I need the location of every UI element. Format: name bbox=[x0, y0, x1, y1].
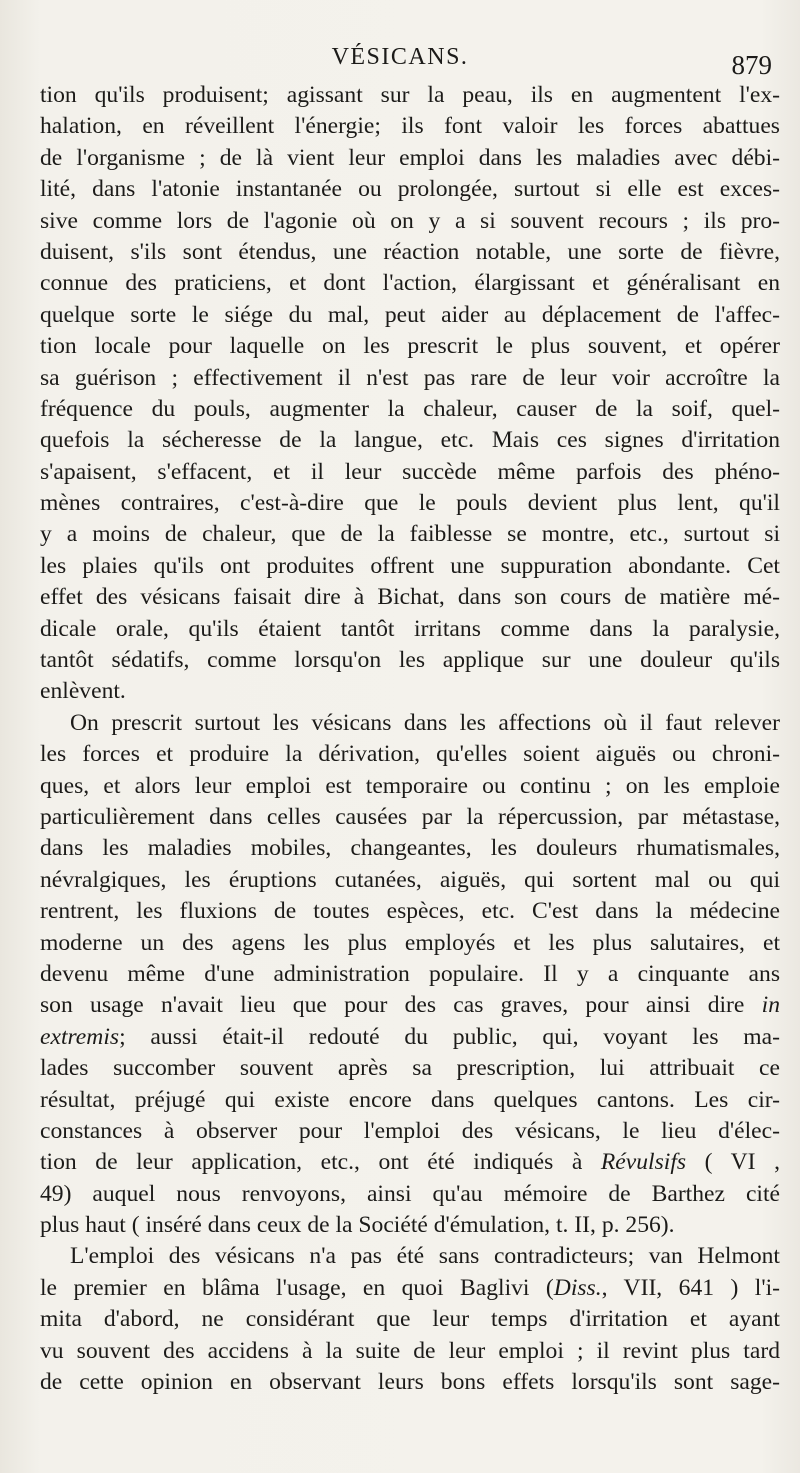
text-line bbox=[40, 457, 780, 488]
text-line bbox=[40, 959, 780, 990]
text-line bbox=[40, 771, 780, 802]
line-text: ( VI , bbox=[686, 1149, 780, 1176]
line-text: constances à observer pour l'emploi des vésicans, le lieu d'élec- bbox=[40, 1117, 780, 1144]
line-text: lades succomber souvent après sa prescription, lui attribuait ce bbox=[40, 1055, 780, 1082]
text-line bbox=[40, 237, 780, 268]
text-line bbox=[40, 363, 780, 394]
text-line bbox=[40, 1367, 780, 1398]
line-text: le premier en blâma l'usage, en quoi Baglivi ( bbox=[40, 1274, 554, 1301]
line-text: 49) auquel nous renvoyons, ainsi qu'au mémoire de Barthez cité bbox=[40, 1180, 780, 1207]
text-line bbox=[40, 268, 780, 299]
line-text: tantôt sédatifs, comme lorsqu'on les applique sur une douleur qu'ils bbox=[40, 647, 780, 674]
text-line bbox=[40, 739, 780, 770]
italic-text: Révulsifs bbox=[600, 1149, 687, 1176]
page-header bbox=[0, 44, 800, 84]
line-text: , VII, 641 ) l'i- bbox=[601, 1274, 780, 1301]
text-line bbox=[40, 174, 780, 205]
line-text: tion locale pour laquelle on les prescrit le plus souvent, et opérer bbox=[40, 333, 780, 360]
page-number: 879 bbox=[731, 50, 772, 80]
text-line bbox=[40, 143, 780, 174]
text-line bbox=[40, 425, 780, 456]
line-text: duisent, s'ils sont étendus, une réaction notable, une sorte de fièvre, bbox=[40, 238, 780, 265]
line-text: ; aussi était-il redouté du public, qui, voyant les ma- bbox=[119, 1023, 780, 1050]
line-text: rentrent, les fluxions de toutes espèces, etc. C'est dans la médecine bbox=[40, 898, 780, 925]
body-text bbox=[40, 80, 780, 1398]
line-text: sa guérison ; effectivement il n'est pas rare de leur voir accroître la bbox=[40, 364, 780, 391]
line-text: L'emploi des vésicans n'a pas été sans contradicteurs; van Helmont bbox=[70, 1243, 780, 1270]
line-text: son usage n'avait lieu que pour des cas graves, pour ainsi dire bbox=[40, 992, 762, 1019]
text-line bbox=[40, 645, 780, 676]
line-text: vu souvent des accidens à la suite de leur emploi ; il revint plus tard bbox=[40, 1337, 780, 1364]
line-text: de cette opinion en observant leurs bons effets lorsqu'ils sont sage- bbox=[40, 1369, 780, 1396]
text-line bbox=[40, 331, 780, 362]
line-text: halation, en réveillent l'énergie; ils font valoir les forces abattues bbox=[40, 113, 780, 140]
line-text: enlèvent. bbox=[40, 678, 126, 705]
line-text: mènes contraires, c'est-à-dire que le pouls devient plus lent, qu'il bbox=[40, 490, 780, 517]
text-line bbox=[40, 1147, 780, 1178]
text-line bbox=[40, 1116, 780, 1147]
line-text: tion qu'ils produisent; agissant sur la peau, ils en augmentent l'ex- bbox=[40, 82, 780, 108]
line-text: résultat, préjugé qui existe encore dans quelques cantons. Les cir- bbox=[40, 1086, 780, 1113]
line-text: ques, et alors leur emploi est temporaire ou continu ; on les emploie bbox=[40, 772, 780, 799]
text-line bbox=[40, 614, 780, 645]
line-text: fréquence du pouls, augmenter la chaleur, causer de la soif, quel- bbox=[40, 395, 780, 422]
line-text: lité, dans l'atonie instantanée ou prolongée, surtout si elle est exces- bbox=[40, 176, 780, 203]
line-text: tion de leur application, etc., ont été indiqués à bbox=[40, 1149, 601, 1176]
text-line bbox=[40, 802, 780, 833]
line-text: On prescrit surtout les vésicans dans les affections où il faut relever bbox=[70, 709, 780, 736]
line-text: quefois la sécheresse de la langue, etc. Mais ces signes d'irritation bbox=[40, 427, 780, 454]
text-line bbox=[40, 708, 780, 739]
line-text: dans les maladies mobiles, changeantes, les douleurs rhumatismales, bbox=[40, 835, 780, 862]
text-line bbox=[40, 1336, 780, 1367]
line-text: les plaies qu'ils ont produites offrent une suppuration abondante. Cet bbox=[40, 552, 780, 579]
line-text: mita d'abord, ne considérant que leur temps d'irritation et ayant bbox=[40, 1306, 780, 1333]
text-line bbox=[40, 1241, 780, 1272]
italic-text: Diss. bbox=[553, 1274, 602, 1301]
line-text: s'apaisent, s'effacent, et il leur succède même parfois des phéno- bbox=[40, 458, 780, 485]
line-text: devenu même d'une administration populaire. Il y a cinquante ans bbox=[40, 960, 780, 987]
text-line bbox=[40, 928, 780, 959]
text-line bbox=[40, 488, 780, 519]
line-text: quelque sorte le siége du mal, peut aider au déplacement de l'affec- bbox=[40, 301, 780, 328]
text-line bbox=[40, 582, 780, 613]
running-title: VÉSICANS. bbox=[331, 44, 469, 70]
text-line bbox=[40, 394, 780, 425]
text-line bbox=[40, 676, 780, 707]
text-line bbox=[40, 1179, 780, 1210]
text-line bbox=[40, 990, 780, 1021]
text-line bbox=[40, 1273, 780, 1304]
line-text: y a moins de chaleur, que de la faiblesse se montre, etc., surtout si bbox=[40, 521, 780, 548]
line-text: plus haut ( inséré dans ceux de la Société d'émulation, t. II, p. 256). bbox=[40, 1212, 675, 1239]
text-line bbox=[40, 1053, 780, 1084]
text-line bbox=[40, 1304, 780, 1335]
text-line bbox=[40, 896, 780, 927]
line-text: effet des vésicans faisait dire à Bichat, dans son cours de matière mé- bbox=[40, 584, 780, 611]
text-line bbox=[40, 1210, 780, 1241]
text-line bbox=[40, 519, 780, 550]
text-line bbox=[40, 300, 780, 331]
text-line bbox=[40, 206, 780, 237]
text-line bbox=[40, 551, 780, 582]
line-text: sive comme lors de l'agonie où on y a si souvent recours ; ils pro- bbox=[40, 207, 780, 234]
line-text: moderne un des agens les plus employés et les plus salutaires, et bbox=[40, 929, 780, 956]
text-line bbox=[40, 1022, 780, 1053]
italic-text: in bbox=[761, 992, 780, 1019]
line-text: de l'organisme ; de là vient leur emploi dans les maladies avec débi- bbox=[40, 144, 780, 171]
text-line bbox=[40, 1085, 780, 1116]
text-line bbox=[40, 865, 780, 896]
line-text: particulièrement dans celles causées par la répercussion, par métastase, bbox=[40, 803, 780, 830]
line-text: dicale orale, qu'ils étaient tantôt irritans comme dans la paralysie, bbox=[40, 615, 780, 642]
line-text: névralgiques, les éruptions cutanées, aiguës, qui sortent mal ou qui bbox=[40, 866, 780, 893]
text-line bbox=[40, 111, 780, 142]
line-text: connue des praticiens, et dont l'action, élargissant et généralisant en bbox=[40, 270, 780, 297]
text-line bbox=[40, 833, 780, 864]
italic-text: extremis bbox=[40, 1023, 120, 1050]
line-text: les forces et produire la dérivation, qu'elles soient aiguës ou chroni- bbox=[40, 741, 780, 768]
text-line bbox=[40, 80, 780, 111]
